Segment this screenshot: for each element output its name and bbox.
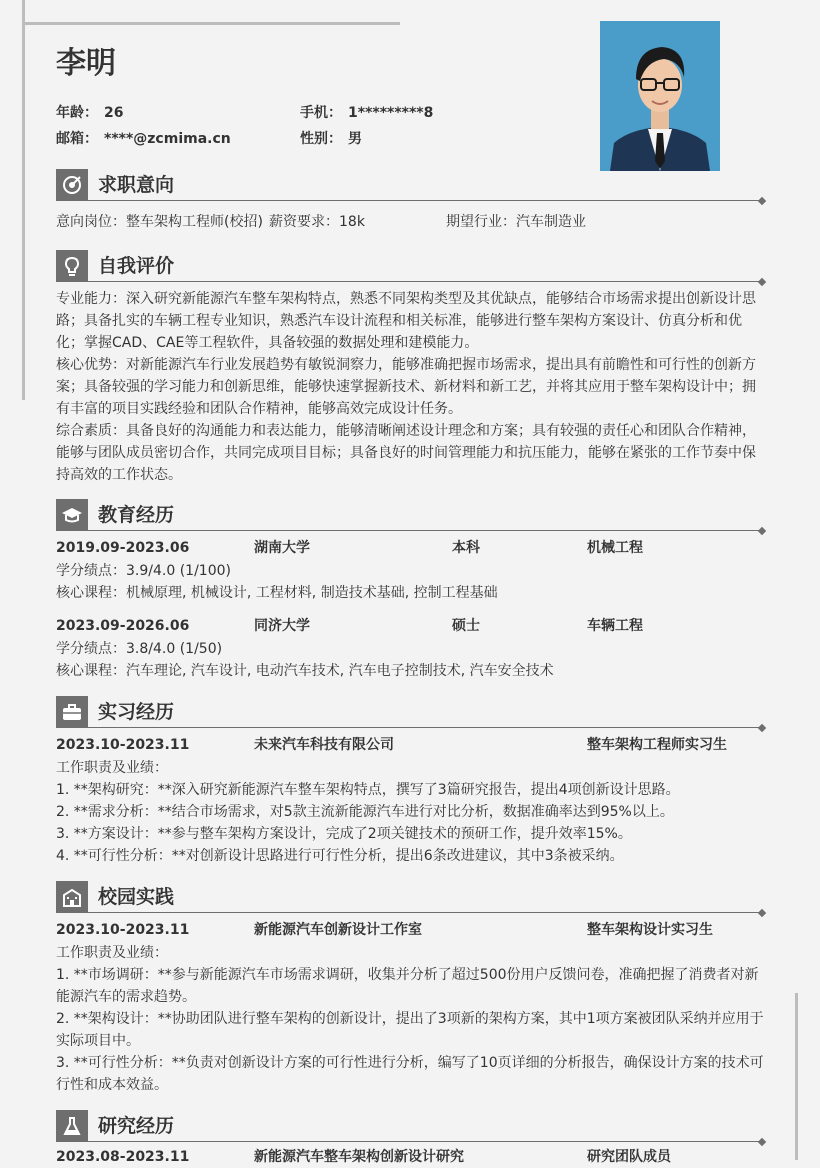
self-eval-paragraph: 综合素质：具备良好的沟通能力和表达能力，能够清晰阐述设计理念和方案；具有较强的责任心和团队合作精神，能够与团队成员密切合作，共同完成项目目标；具备良好的时间管理能力和抗压能力，能够在紧张的工作节奏中保持高效的工作状态。 xyxy=(56,423,756,483)
campus-period: 2023.10-2023.11 xyxy=(56,922,190,938)
flask-icon xyxy=(56,1110,88,1142)
gender-label: 性别： xyxy=(300,131,342,147)
age-label: 年龄： xyxy=(56,105,98,121)
section-title: 求职意向 xyxy=(98,174,175,196)
campus-line: 3. **可行性分析：**负责对创新设计方案的可行性进行分析，编写了10页详细的分析报告，确保设计方案的技术可行性和成本效益。 xyxy=(56,1055,764,1093)
candidate-name: 李明 xyxy=(56,46,116,81)
campus-line: 1. **市场调研：**参与新能源汽车市场需求调研，收集并分析了超过500份用户反馈问卷，准确把握了消费者对新能源汽车的需求趋势。 xyxy=(56,967,759,1005)
decorative-vertical-line-bottom xyxy=(795,993,798,1160)
intent-position: 意向岗位：整车架构工程师(校招) xyxy=(56,214,263,230)
research-project: 新能源汽车整车架构创新设计研究 xyxy=(254,1149,464,1165)
intern-period: 2023.10-2023.11 xyxy=(56,737,190,753)
section-header-internship xyxy=(56,696,765,728)
edu-school: 同济大学 xyxy=(254,618,310,634)
school-building-icon xyxy=(56,881,88,913)
intern-line: 1. **架构研究：**深入研究新能源汽车整车架构特点，撰写了3篇研究报告，提出4项创新设计思路。 xyxy=(56,782,680,798)
gender-value: 男 xyxy=(348,131,362,147)
intern-line: 3. **方案设计：**参与整车架构方案设计，完成了2项关键技术的预研工作，提升效率15%。 xyxy=(56,826,632,842)
section-header-campus xyxy=(56,881,765,913)
edu-gpa: 学分绩点：3.9/4.0 (1/100) xyxy=(56,563,231,579)
intern-company: 未来汽车科技有限公司 xyxy=(254,737,394,753)
email-value: ****@zcmima.cn xyxy=(104,131,231,147)
section-header-self-eval xyxy=(56,250,765,282)
intern-line: 2. **需求分析：**结合市场需求，对5款主流新能源汽车进行对比分析，数据准确率达到95%以上。 xyxy=(56,804,674,820)
edu-degree: 硕士 xyxy=(452,618,480,634)
edu-courses: 核心课程：机械原理, 机械设计, 工程材料, 制造技术基础, 控制工程基础 xyxy=(56,585,498,601)
phone-label: 手机： xyxy=(300,105,342,121)
self-eval-paragraph: 专业能力：深入研究新能源汽车整车架构特点，熟悉不同架构类型及其优缺点，能够结合市场需求提出创新设计思路；具备扎实的车辆工程专业知识，熟悉汽车设计流程和相关标准，能够进行整车架构方案设计、仿真分析和优化；掌握CAD、CAE等工程软件，具备较强的数据处理和建模能力。 xyxy=(56,291,756,351)
decorative-horizontal-line xyxy=(22,22,400,25)
section-header-research xyxy=(56,1110,765,1142)
edu-period: 2019.09-2023.06 xyxy=(56,540,190,556)
research-period: 2023.08-2023.11 xyxy=(56,1149,190,1165)
intent-salary: 薪资要求：18k xyxy=(269,214,365,230)
section-title: 自我评价 xyxy=(98,255,175,277)
section-header-education xyxy=(56,499,765,531)
email-row xyxy=(56,128,231,148)
section-title: 实习经历 xyxy=(98,701,175,723)
research-role: 研究团队成员 xyxy=(587,1149,671,1165)
section-header-job-intent xyxy=(56,169,765,201)
section-title: 校园实践 xyxy=(98,886,175,908)
edu-major: 机械工程 xyxy=(587,540,643,556)
edu-courses: 核心课程：汽车理论, 汽车设计, 电动汽车技术, 汽车电子控制技术, 汽车安全技术 xyxy=(56,663,554,679)
campus-role: 整车架构设计实习生 xyxy=(587,922,713,938)
section-title: 教育经历 xyxy=(98,504,175,526)
section-title: 研究经历 xyxy=(98,1115,175,1137)
intern-duty-label: 工作职责及业绩： xyxy=(56,760,168,776)
phone-row xyxy=(300,102,433,122)
email-label: 邮箱： xyxy=(56,131,98,147)
intern-line: 4. **可行性分析：**对创新设计思路进行可行性分析，提出6条改进建议，其中3条被采纳。 xyxy=(56,848,624,864)
campus-org: 新能源汽车创新设计工作室 xyxy=(254,922,422,938)
edu-major: 车辆工程 xyxy=(587,618,643,634)
campus-duty-label: 工作职责及业绩： xyxy=(56,945,168,961)
age-row xyxy=(56,102,123,122)
intent-industry: 期望行业：汽车制造业 xyxy=(446,214,586,230)
graduation-cap-icon xyxy=(56,499,88,531)
edu-school: 湖南大学 xyxy=(254,540,310,556)
edu-degree: 本科 xyxy=(452,540,480,556)
age-value: 26 xyxy=(104,105,124,121)
phone-value: 1*********8 xyxy=(348,105,434,121)
lightbulb-icon xyxy=(56,250,88,282)
target-icon xyxy=(56,169,88,201)
gender-row xyxy=(300,128,362,148)
profile-photo xyxy=(600,21,720,171)
intern-role: 整车架构工程师实习生 xyxy=(587,737,727,753)
campus-line: 2. **架构设计：**协助团队进行整车架构的创新设计，提出了3项新的架构方案，其中1项方案被团队采纳并应用于实际项目中。 xyxy=(56,1011,764,1049)
self-eval-paragraph: 核心优势：对新能源汽车行业发展趋势有敏锐洞察力，能够准确把握市场需求，提出具有前瞻性和可行性的创新方案；具备较强的学习能力和创新思维，能够快速掌握新技术、新材料和新工艺，并将其应用于整车架构设计中；拥有丰富的项目实践经验和团队合作精神，能够高效完成设计任务。 xyxy=(56,357,756,417)
edu-gpa: 学分绩点：3.8/4.0 (1/50) xyxy=(56,641,223,657)
edu-period: 2023.09-2026.06 xyxy=(56,618,190,634)
decorative-vertical-line xyxy=(22,0,25,400)
briefcase-icon xyxy=(56,696,88,728)
